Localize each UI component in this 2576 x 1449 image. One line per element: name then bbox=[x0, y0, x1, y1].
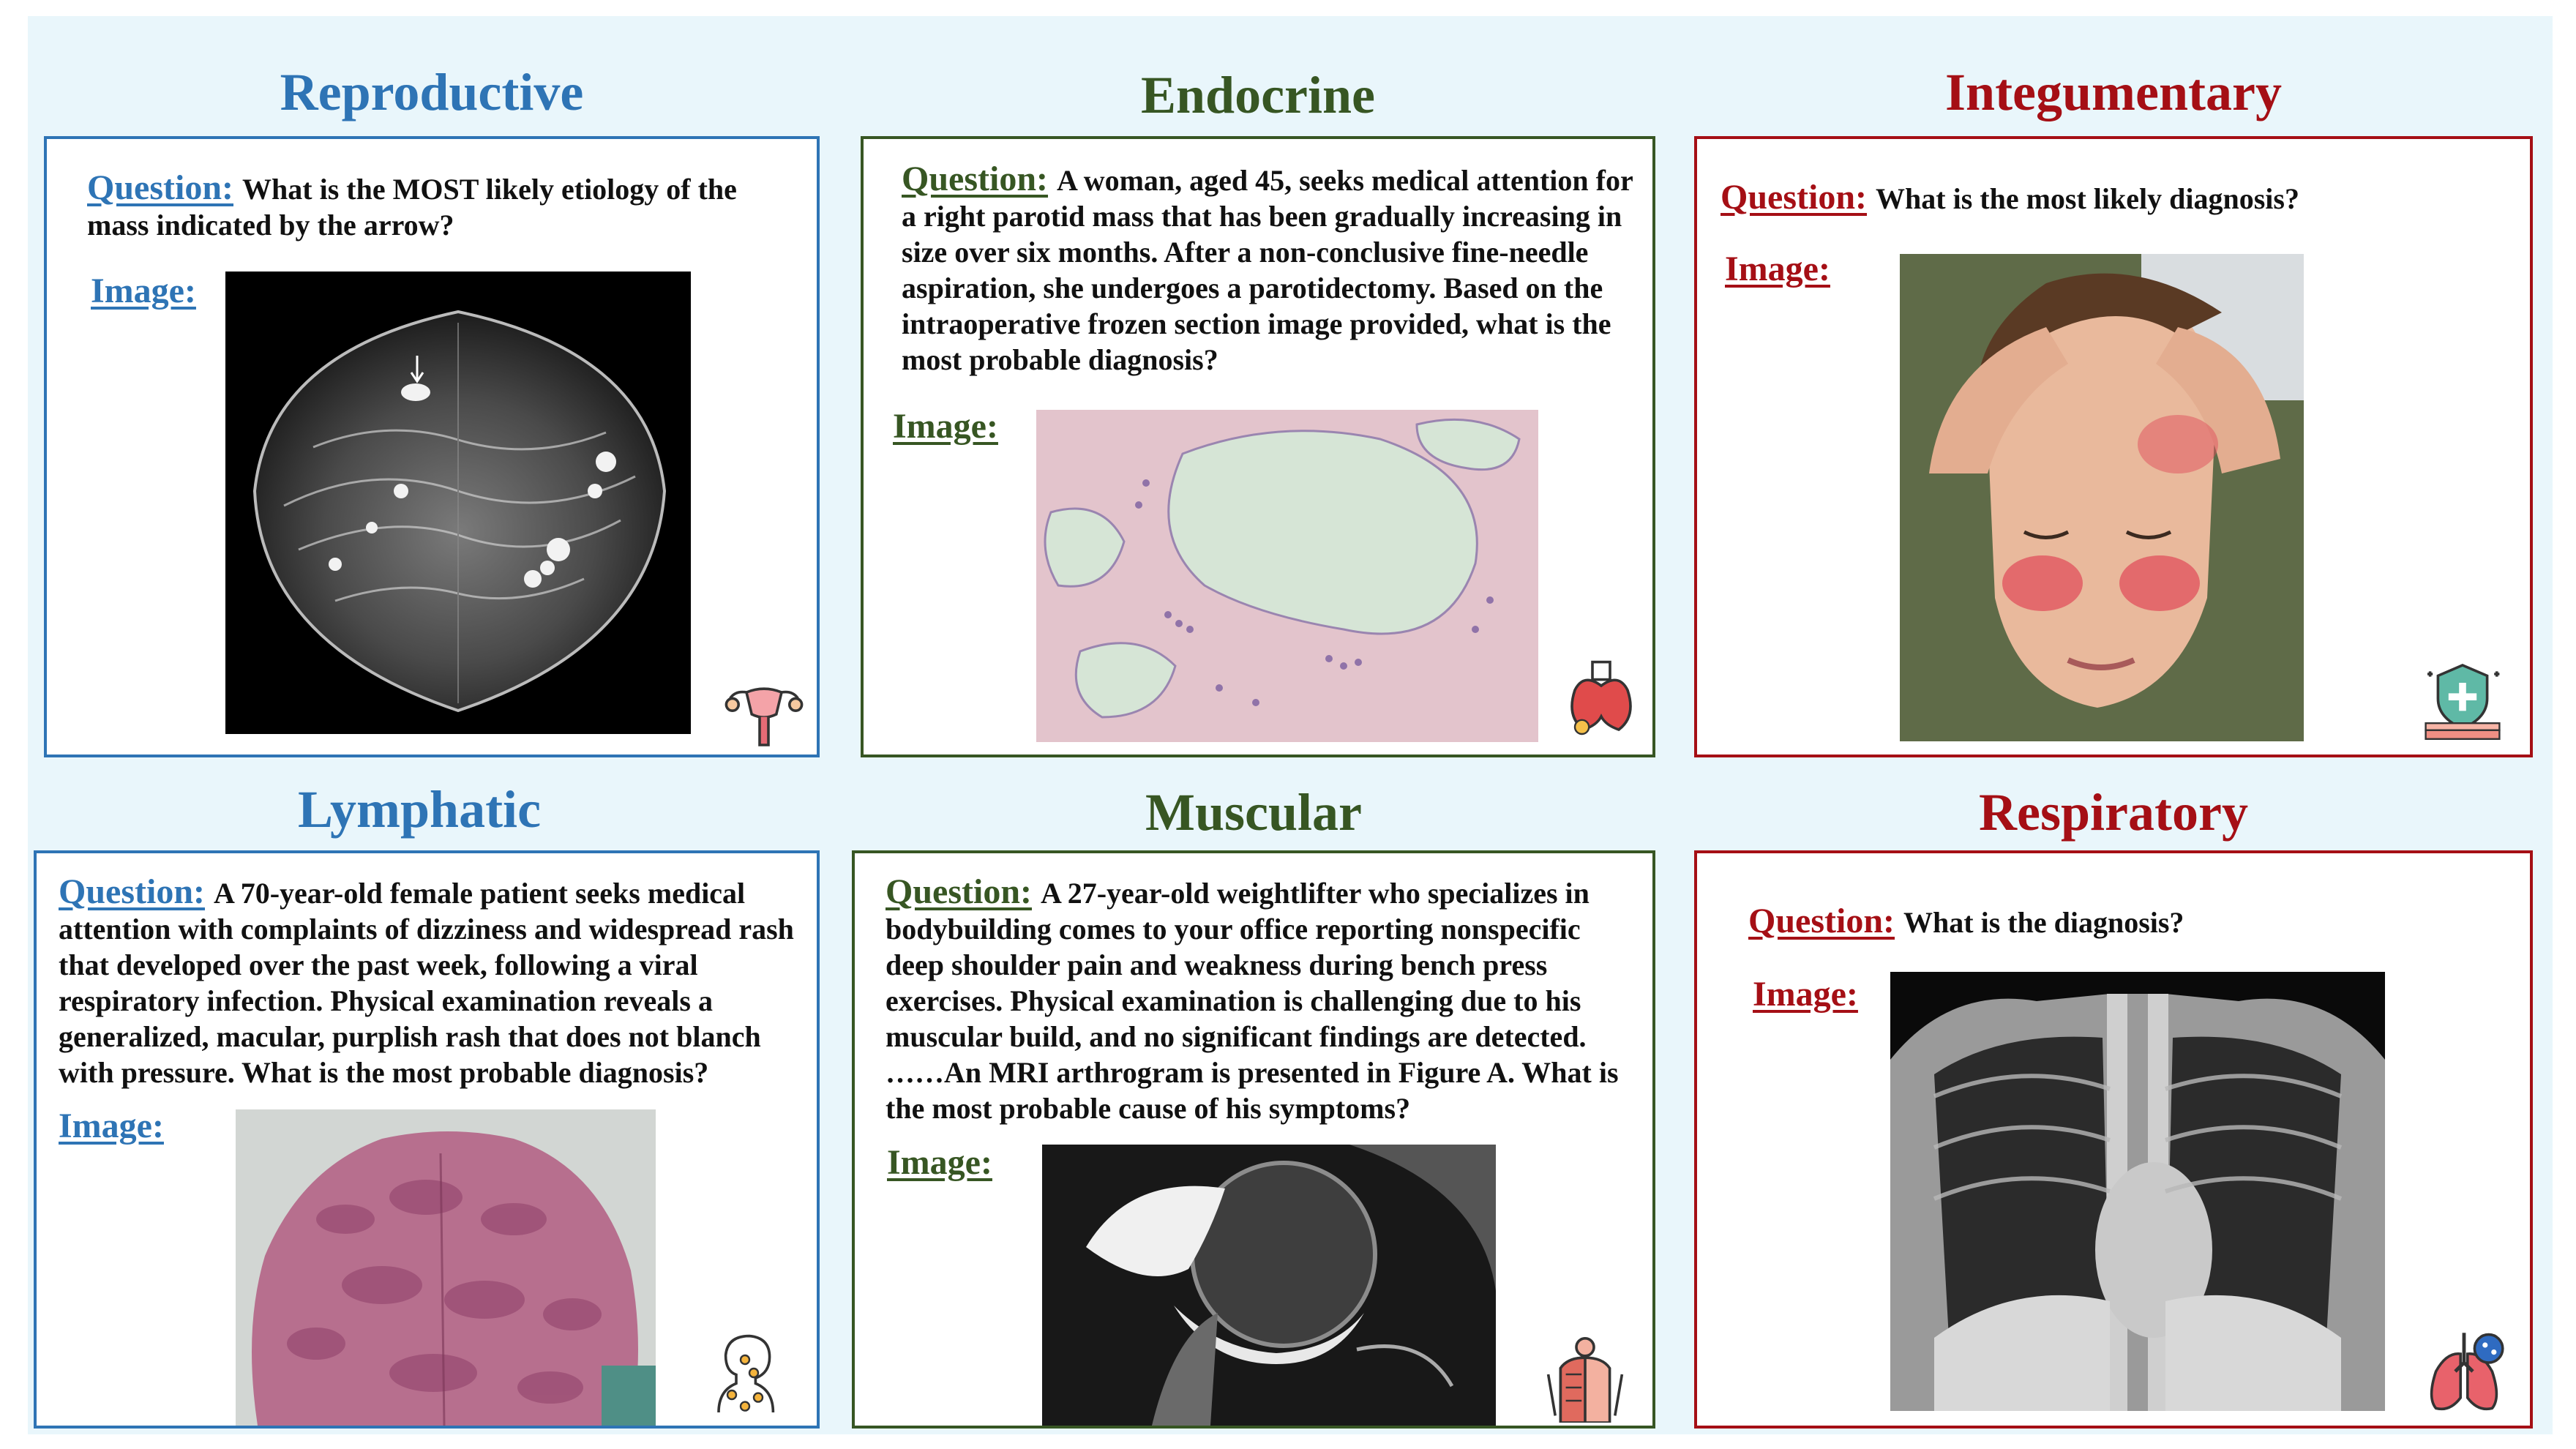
panel-title: Respiratory bbox=[1979, 783, 2248, 842]
uterus-icon bbox=[720, 666, 808, 754]
shoulder-mri-image bbox=[1042, 1145, 1496, 1426]
image-label: Image: bbox=[91, 272, 196, 310]
question-text bbox=[886, 874, 1639, 1126]
lungs-icon bbox=[2420, 1328, 2508, 1415]
question-text bbox=[1721, 179, 2496, 217]
question-body: What is the most likely diagnosis? bbox=[1876, 182, 2299, 215]
panel-title: Lymphatic bbox=[297, 780, 542, 839]
back-rash-image bbox=[236, 1109, 656, 1426]
panel-title: Reproductive bbox=[280, 63, 584, 121]
lymph-nodes-icon bbox=[701, 1329, 789, 1417]
question-label: Question: bbox=[902, 160, 1049, 198]
panel-lymphatic bbox=[34, 780, 820, 1429]
panel-reproductive bbox=[44, 63, 820, 757]
panel-title: Endocrine bbox=[1140, 66, 1376, 124]
question-label: Question: bbox=[1748, 902, 1895, 940]
question-card bbox=[34, 850, 820, 1429]
panel-title: Muscular bbox=[1145, 783, 1362, 842]
chest-xray-image bbox=[1890, 972, 2385, 1411]
question-text bbox=[902, 161, 1633, 378]
panel-endocrine bbox=[861, 66, 1655, 757]
panel-integumentary bbox=[1694, 63, 2533, 757]
question-text bbox=[59, 874, 798, 1090]
question-card bbox=[1694, 136, 2533, 757]
image-label: Image: bbox=[1753, 975, 1858, 1014]
question-card bbox=[1694, 850, 2533, 1429]
figure bbox=[28, 16, 2553, 1434]
skin-icon bbox=[2419, 656, 2506, 744]
question-text bbox=[1748, 903, 2509, 940]
question-label: Question: bbox=[59, 872, 206, 911]
question-body: A 70-year-old female patient seeks medical attention with complaints of dizziness and widespread rash that developed over the past week, following a viral respiratory infection. Physical examination reveals a generalized, macular, purplish rash that does not blanch with pressure. What is the most probable diagnosis? bbox=[59, 877, 794, 1089]
question-body: What is the MOST likely etiology of the mass indicated by the arrow? bbox=[87, 173, 737, 242]
image-label: Image: bbox=[1725, 250, 1830, 288]
question-body: What is the diagnosis? bbox=[1903, 906, 2184, 939]
panel-title: Integumentary bbox=[1945, 63, 2282, 121]
question-card bbox=[861, 136, 1655, 757]
histology-image bbox=[1036, 410, 1538, 742]
question-card bbox=[44, 136, 820, 757]
image-label: Image: bbox=[887, 1143, 992, 1182]
question-card bbox=[852, 850, 1655, 1429]
facial-rash-image bbox=[1900, 254, 2304, 741]
panel-respiratory bbox=[1694, 783, 2533, 1429]
muscle-anatomy-icon bbox=[1541, 1335, 1629, 1423]
question-label: Question: bbox=[886, 872, 1033, 911]
thyroid-icon bbox=[1557, 655, 1645, 743]
panel-muscular bbox=[852, 783, 1655, 1429]
question-body: A 27-year-old weightlifter who specializes in bodybuilding comes to your office reporting nonspecific deep shoulder pain and weakness during bench press exercises. Physical examination is challenging due to his muscular build, and no significant findings are detected. ……An MRI arthrogram is presented in Figure A. What is the most probable cause of his symptoms? bbox=[886, 877, 1619, 1125]
question-text bbox=[87, 170, 768, 243]
question-body: A woman, aged 45, seeks medical attention for a right parotid mass that has been gradually increasing in size over six months. After a non-conclusive fine-needle aspiration, she undergoes a parotidectomy. Based on the intraoperative frozen section image provided, what is the most probable diagnosis? bbox=[902, 164, 1633, 376]
image-label: Image: bbox=[893, 407, 998, 446]
image-label: Image: bbox=[59, 1107, 164, 1145]
question-label: Question: bbox=[1721, 178, 1868, 217]
mammogram-image bbox=[225, 272, 691, 734]
question-label: Question: bbox=[87, 168, 234, 207]
